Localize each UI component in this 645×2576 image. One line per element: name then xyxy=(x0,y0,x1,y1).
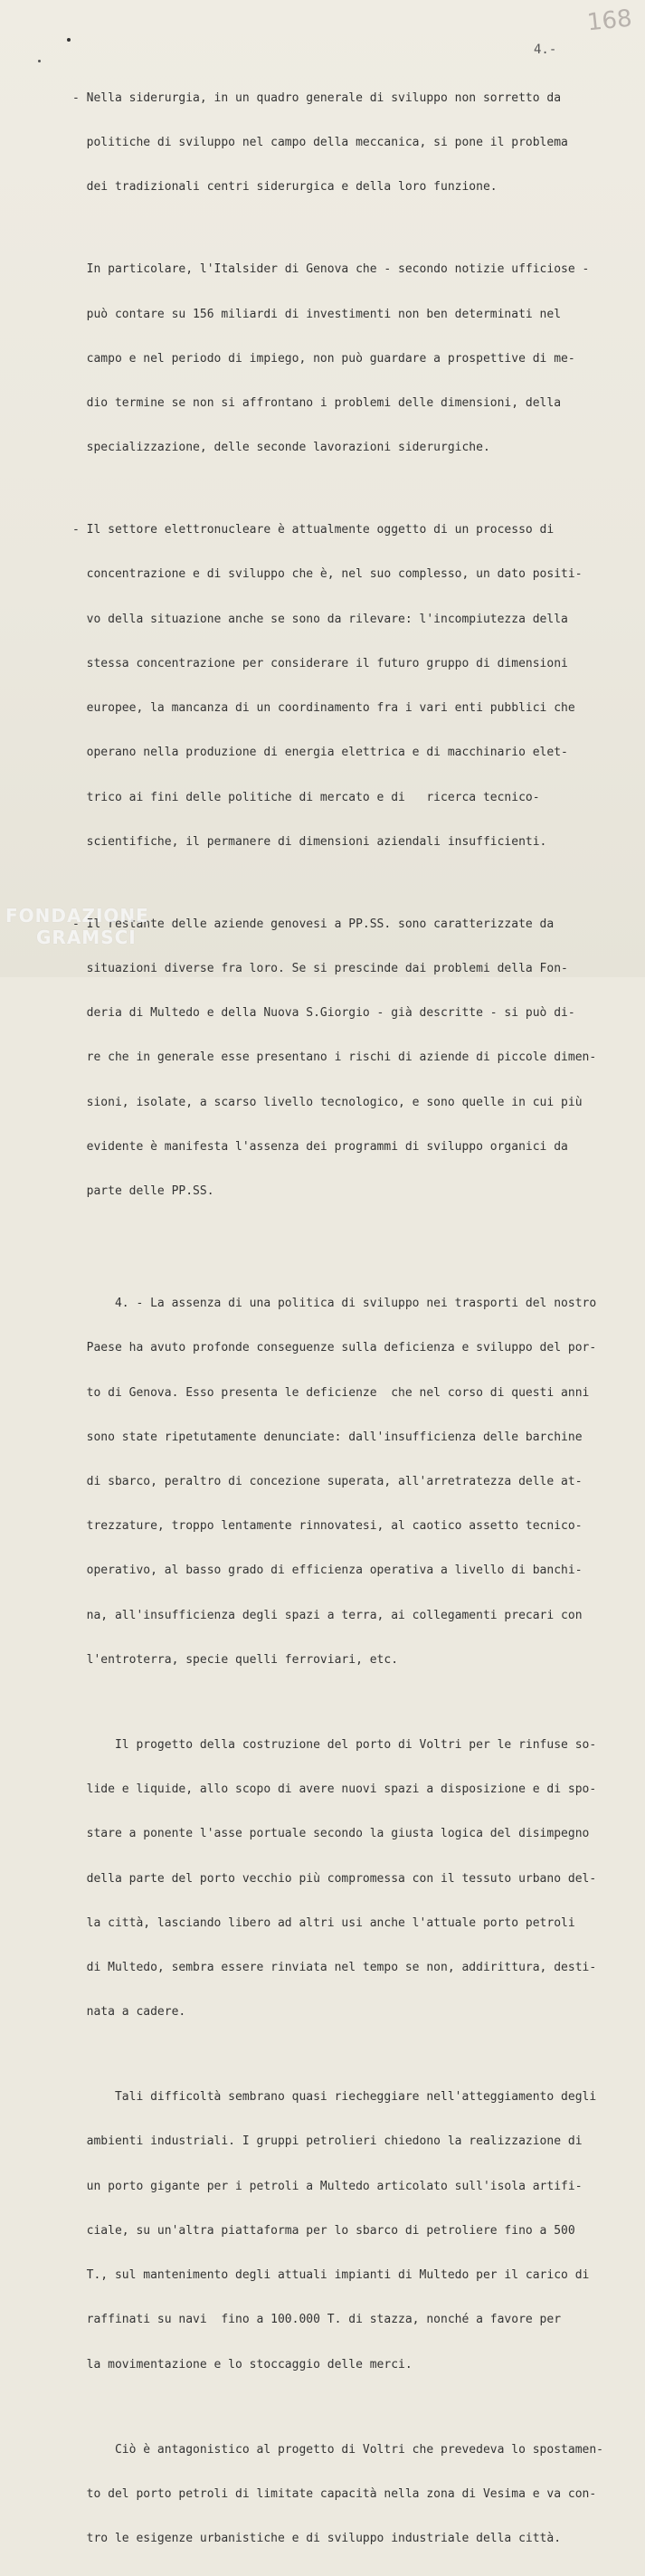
text-line: 4. - La assenza di una politica di sviluppo nei trasporti del nostro xyxy=(72,1297,597,1311)
text-line: to di Genova. Esso presenta le deficienze che nel corso di questi anni xyxy=(72,1385,590,1400)
text-line: di Multedo, sembra essere rinviata nel tempo se non, addirittura, desti- xyxy=(72,1960,597,1974)
watermark-line: FONDAZIONE xyxy=(5,905,149,927)
text-line: Il progetto della costruzione del porto di Voltri per le rinfuse so- xyxy=(72,1737,597,1752)
text-line: situazioni diverse fra loro. Se si prescinde dai problemi della Fon- xyxy=(72,961,568,975)
text-line: to del porto petroli di limitate capacità nella zona di Vesima e va con- xyxy=(72,2486,597,2501)
text-line: - Il settore elettronucleare è attualmente oggetto di un processo di xyxy=(72,523,555,537)
text-line: parte delle PP.SS. xyxy=(72,1184,214,1199)
text-line: dei tradizionali centri siderurgica e della loro funzione. xyxy=(72,180,498,195)
paragraph-voltri xyxy=(72,1708,597,2049)
text-line: - Nella siderurgia, in un quadro generale di sviluppo non sorretto da xyxy=(72,90,562,105)
text-line: trico ai fini delle politiche di mercato e di ricerca tecnico- xyxy=(72,790,540,804)
watermark-line: GRAMSCI xyxy=(36,927,137,948)
text-line: sioni, isolate, a scarso livello tecnologico, e sono quelle in cui più xyxy=(72,1095,583,1109)
paragraph-trasporti xyxy=(72,1267,597,1697)
text-line: la movimentazione e lo stoccaggio delle merci. xyxy=(72,2357,413,2372)
text-line: sono state ripetutamente denunciate: dall'insufficienza delle barchine xyxy=(72,1430,583,1444)
text-line: l'entroterra, specie quelli ferroviari, etc. xyxy=(72,1652,399,1667)
archive-page-mark: 168 xyxy=(585,5,634,37)
text-line: Ciò è antagonistico al progetto di Voltri che prevedeva lo spostamen- xyxy=(72,2442,603,2457)
text-line: ciale, su un'altra piattaforma per lo sbarco di petroliere fino a 500 xyxy=(72,2223,575,2238)
text-line: dio termine se non si affrontano i problemi delle dimensioni, della xyxy=(72,395,562,410)
text-line: - Il restante delle aziende genovesi a PP.SS. sono caratterizzate da xyxy=(72,917,555,931)
paragraph-siderurgia xyxy=(72,62,597,224)
text-line: stare a ponente l'asse portuale secondo la giusta logica del disimpegno xyxy=(72,1827,590,1841)
text-line: deria di Multedo e della Nuova S.Giorgio - già descritte - si può di- xyxy=(72,1006,575,1021)
text-line: della parte del porto vecchio più compromessa con il tessuto urbano del- xyxy=(72,1871,597,1886)
text-line: concentrazione e di sviluppo che è, nel suo complesso, un dato positi- xyxy=(72,567,583,582)
paragraph-italsider xyxy=(72,233,597,485)
text-line: politiche di sviluppo nel campo della meccanica, si pone il problema xyxy=(72,136,568,150)
text-line: T., sul mantenimento degli attuali impianti di Multedo per il carico di xyxy=(72,2268,590,2283)
page-number: 4.- xyxy=(534,43,557,57)
text-line: europee, la mancanza di un coordinamento fra i vari enti pubblici che xyxy=(72,701,575,716)
watermark-logo xyxy=(5,905,149,948)
text-line: trezzature, troppo lentamente rinnovatesi, al caotico assetto tecnico- xyxy=(72,1519,583,1534)
text-line: lide e liquide, allo scopo di avere nuovi spazi a disposizione e di spo- xyxy=(72,1782,597,1797)
paragraph-elettronucleare xyxy=(72,493,597,879)
text-line: In particolare, l'Italsider di Genova che - secondo notizie ufficiose - xyxy=(72,262,590,277)
text-line: può contare su 156 miliardi di investimenti non ben determinati nel xyxy=(72,307,562,321)
punch-dot xyxy=(67,38,71,42)
text-line: ambienti industriali. I gruppi petrolieri chiedono la realizzazione di xyxy=(72,2134,583,2149)
paragraph-antagonistico xyxy=(72,2413,603,2576)
paragraph-petrolieri xyxy=(72,2060,597,2401)
text-line: campo e nel periodo di impiego, non può guardare a prospettive di me- xyxy=(72,351,575,366)
text-line: operativo, al basso grado di efficienza operativa a livello di banchi- xyxy=(72,1564,583,1578)
body-text xyxy=(72,62,603,2576)
text-line: evidente è manifesta l'assenza dei programmi di sviluppo organici da xyxy=(72,1139,568,1154)
text-line: la città, lasciando libero ad altri usi anche l'attuale porto petroli xyxy=(72,1915,575,1930)
text-line: stessa concentrazione per considerare il futuro gruppo di dimensioni xyxy=(72,656,568,670)
text-line: operano nella produzione di energia elettrica e di macchinario elet- xyxy=(72,746,568,760)
text-line: specializzazione, delle seconde lavorazioni siderurgiche. xyxy=(72,441,490,455)
text-line: scientifiche, il permanere di dimensioni aziendali insufficienti. xyxy=(72,834,547,849)
text-line: vo della situazione anche se sono da rilevare: l'incompiutezza della xyxy=(72,612,568,626)
punch-dot xyxy=(38,60,41,62)
text-line: un porto gigante per i petroli a Multedo articolato sull'isola artifi- xyxy=(72,2179,583,2193)
text-line: re che in generale esse presentano i rischi di aziende di piccole dimen- xyxy=(72,1050,597,1065)
text-line: Tali difficoltà sembrano quasi riecheggiare nell'atteggiamento degli xyxy=(72,2090,597,2105)
text-line: tro le esigenze urbanistiche e di sviluppo industriale della città. xyxy=(72,2532,562,2545)
text-line: raffinati su navi fino a 100.000 T. di stazza, nonché a favore per xyxy=(72,2313,562,2327)
text-line: di sbarco, peraltro di concezione superata, all'arretratezza delle at- xyxy=(72,1474,583,1488)
paragraph-aziende-genovesi xyxy=(72,888,597,1229)
text-line: nata a cadere. xyxy=(72,2005,186,2020)
text-line: na, all'insufficienza degli spazi a terra, ai collegamenti precari con xyxy=(72,1608,583,1622)
text-line: Paese ha avuto profonde conseguenze sulla deficienza e sviluppo del por- xyxy=(72,1341,597,1355)
